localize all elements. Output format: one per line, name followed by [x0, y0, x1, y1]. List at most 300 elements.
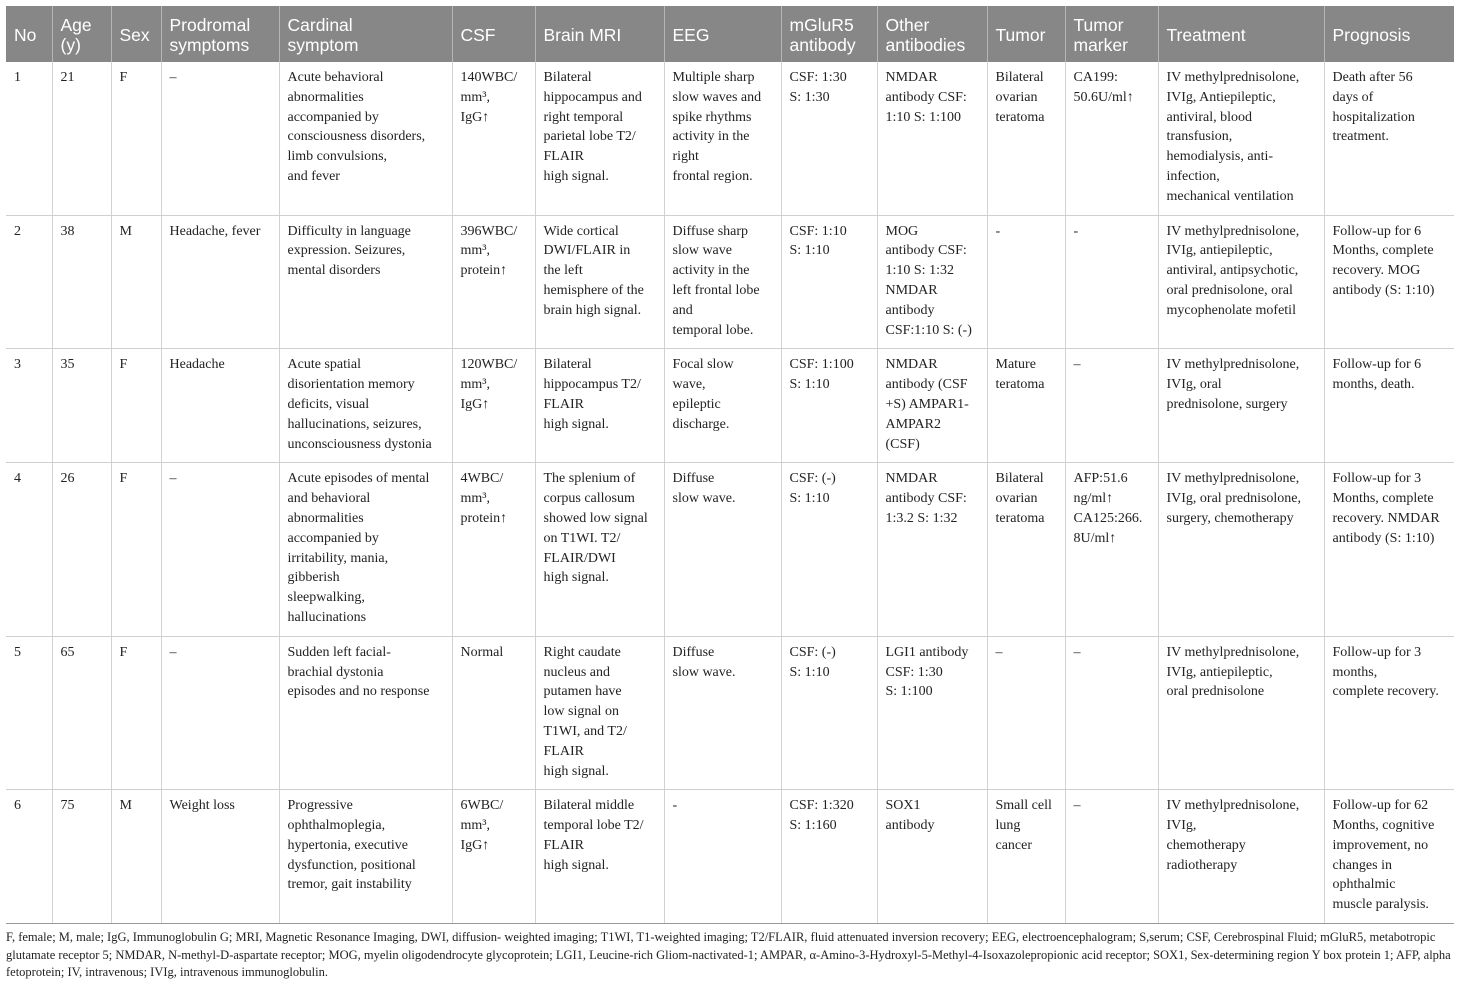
- cell-tumor-marker: [1065, 62, 1158, 215]
- cell-line: hallucinations, seizures,: [287, 416, 422, 432]
- cell-line: 4WBC/: [460, 471, 504, 487]
- cell-tumor-marker: [1065, 790, 1158, 924]
- cell-line: ng/ml↑: [1073, 491, 1114, 507]
- cell-line: oral prednisolone: [1166, 684, 1265, 700]
- cell-line: IVIg, Antiepileptic,: [1166, 89, 1276, 105]
- column-header-age: [52, 6, 111, 62]
- cell-line: low signal on: [543, 704, 619, 720]
- cell-line: Multiple sharp: [672, 70, 755, 85]
- cell-line: Months, complete: [1332, 243, 1434, 259]
- cell-csf: [452, 62, 535, 215]
- cell-no: [6, 790, 52, 924]
- case-table: [6, 6, 1454, 924]
- cell-line: Headache, fever: [169, 223, 261, 239]
- cell-line: infection,: [1166, 168, 1220, 184]
- cell-other-antibodies: [877, 463, 987, 636]
- cell-prodromal-symptoms: [161, 636, 279, 790]
- cell-tumor-marker: [1065, 215, 1158, 349]
- cell-line: 3: [14, 357, 21, 373]
- cell-line: 4: [14, 471, 21, 487]
- cell-line: oral prednisolone, oral: [1166, 282, 1293, 298]
- cell-line: IV methylprednisolone,: [1166, 798, 1300, 814]
- cell-prognosis: [1324, 349, 1454, 463]
- cell-line: 1:10 S: 1:32: [885, 263, 954, 279]
- cell-line: Focal slow: [672, 357, 734, 373]
- cell-eeg: [664, 790, 781, 924]
- cell-sex: [111, 349, 161, 463]
- cell-line: Acute episodes of mental: [287, 471, 430, 487]
- cell-brain-mri: [535, 215, 664, 349]
- cell-line: 2: [14, 223, 21, 239]
- cell-line: antibody CSF:: [885, 243, 967, 259]
- cell-line: Acute spatial: [287, 357, 361, 373]
- cell-prodromal-symptoms: [161, 215, 279, 349]
- cell-line: epileptic: [672, 396, 721, 412]
- cell-line: episodes and no response: [287, 684, 430, 700]
- cell-line: FLAIR: [543, 837, 584, 853]
- cell-line: 65: [60, 644, 75, 660]
- cell-line: Follow-up for 62: [1332, 798, 1429, 814]
- cell-line: S: 1:100: [885, 684, 933, 700]
- cell-line: symptom: [287, 35, 359, 55]
- cell-line: Months, complete: [1332, 491, 1434, 507]
- cell-tumor-marker: [1065, 636, 1158, 790]
- cell-line: chemotherapy: [1166, 837, 1246, 853]
- cell-line: antibody: [885, 818, 935, 834]
- cell-line: months,: [1332, 664, 1378, 680]
- cell-line: CSF: 1:10: [789, 223, 847, 239]
- cell-line: lung: [995, 818, 1021, 834]
- cell-line: frontal region.: [672, 168, 753, 184]
- cell-line: NMDAR: [885, 70, 938, 85]
- cell-line: sleepwalking,: [287, 590, 365, 606]
- cell-cardinal-symptom: [279, 463, 452, 636]
- cell-line: 26: [60, 471, 75, 487]
- cell-line: 38: [60, 223, 75, 239]
- column-header-treatment: [1158, 6, 1324, 62]
- cell-treatment: [1158, 463, 1324, 636]
- cell-line: right temporal: [543, 109, 624, 125]
- cell-line: Normal: [460, 644, 504, 660]
- cell-line: slow wave.: [672, 491, 736, 507]
- cell-mglur5-antibody: [781, 62, 877, 215]
- cell-line: and: [672, 302, 693, 318]
- column-header-mglur5-antibody: [781, 6, 877, 62]
- column-header-other-antibodies: [877, 6, 987, 62]
- cell-mglur5-antibody: [781, 215, 877, 349]
- cell-tumor: [987, 636, 1065, 790]
- cell-tumor: [987, 790, 1065, 924]
- cell-mglur5-antibody: [781, 636, 877, 790]
- column-header-no: [6, 6, 52, 62]
- cell-line: temporal lobe T2/: [543, 818, 644, 834]
- cell-line: antibody CSF:: [885, 89, 967, 105]
- cell-line: high signal.: [543, 857, 609, 873]
- cell-line: slow waves and: [672, 89, 762, 105]
- cell-sex: [111, 62, 161, 215]
- cell-other-antibodies: [877, 215, 987, 349]
- cell-line: IV methylprednisolone,: [1166, 357, 1300, 373]
- cell-line: dysfunction, positional: [287, 857, 416, 873]
- cell-line: SOX1: [885, 798, 921, 814]
- column-header-sex: [111, 6, 161, 62]
- cell-other-antibodies: [877, 636, 987, 790]
- cell-line: spike rhythms: [672, 109, 752, 125]
- cell-line: AFP:51.6: [1073, 471, 1128, 487]
- cell-line: 120WBC/: [460, 357, 518, 373]
- cell-other-antibodies: [877, 62, 987, 215]
- cell-line: –: [1073, 357, 1081, 373]
- cell-line: IV methylprednisolone,: [1166, 471, 1300, 487]
- cell-age: [52, 215, 111, 349]
- cell-line: ovarian: [995, 491, 1038, 507]
- cell-line: S: 1:10: [789, 377, 830, 393]
- cell-line: Cardinal: [287, 15, 353, 35]
- cell-line: brain high signal.: [543, 302, 642, 318]
- cell-line: IVIg,: [1166, 818, 1197, 834]
- cell-treatment: [1158, 349, 1324, 463]
- cell-line: Follow-up for 6: [1332, 223, 1422, 239]
- cell-line: Brain MRI: [543, 25, 622, 45]
- cell-line: 50.6U/ml↑: [1073, 89, 1134, 105]
- cell-line: ovarian: [995, 89, 1038, 105]
- cell-line: FLAIR/DWI: [543, 550, 616, 566]
- cell-line: prednisolone, surgery: [1166, 396, 1288, 412]
- cell-line: disorientation memory: [287, 377, 415, 393]
- cell-no: [6, 636, 52, 790]
- cell-line: FLAIR: [543, 743, 584, 759]
- cell-line: high signal.: [543, 570, 609, 586]
- cell-line: M: [119, 798, 132, 814]
- cell-line: 6WBC/: [460, 798, 504, 814]
- column-header-cardinal-symptom: [279, 6, 452, 62]
- cell-line: Sex: [119, 25, 150, 45]
- cell-line: IVIg, oral: [1166, 377, 1222, 393]
- cell-line: (CSF): [885, 436, 920, 452]
- cell-line: F: [119, 471, 128, 487]
- cell-no: [6, 62, 52, 215]
- cell-eeg: [664, 463, 781, 636]
- cell-cardinal-symptom: [279, 215, 452, 349]
- cell-line: left frontal lobe: [672, 282, 760, 298]
- cell-line: S: 1:10: [789, 664, 830, 680]
- cell-line: antiviral, antipsychotic,: [1166, 263, 1299, 279]
- cell-line: corpus callosum: [543, 491, 635, 507]
- cell-line: antibody: [789, 35, 856, 55]
- cell-mglur5-antibody: [781, 790, 877, 924]
- cell-line: mechanical ventilation: [1166, 188, 1294, 204]
- cell-line: IV methylprednisolone,: [1166, 223, 1300, 239]
- cell-mglur5-antibody: [781, 463, 877, 636]
- cell-line: high signal.: [543, 416, 609, 432]
- cell-line: Tumor: [1073, 15, 1124, 35]
- cell-line: Weight loss: [169, 798, 235, 814]
- cell-line: Right caudate: [543, 644, 621, 660]
- cell-line: Tumor: [995, 25, 1046, 45]
- table-row: [6, 62, 1454, 215]
- cell-line: showed low signal: [543, 510, 648, 526]
- cell-treatment: [1158, 62, 1324, 215]
- cell-line: CA125:266.: [1073, 510, 1143, 526]
- cell-line: S: 1:10: [789, 491, 830, 507]
- cell-tumor: [987, 349, 1065, 463]
- cell-sex: [111, 636, 161, 790]
- cell-line: hippocampus T2/: [543, 377, 641, 393]
- cell-line: Mature: [995, 357, 1036, 373]
- table-row: [6, 636, 1454, 790]
- cell-other-antibodies: [877, 349, 987, 463]
- cell-line: Death after 56: [1332, 70, 1413, 85]
- cell-line: –: [169, 644, 177, 660]
- cell-prognosis: [1324, 463, 1454, 636]
- cell-line: slow wave.: [672, 664, 736, 680]
- table-container: [6, 6, 1454, 982]
- cell-age: [52, 349, 111, 463]
- cell-line: antiviral, blood: [1166, 109, 1253, 125]
- cell-line: Months, cognitive: [1332, 818, 1435, 834]
- cell-line: IVIg, antiepileptic,: [1166, 243, 1273, 259]
- cell-line: AMPAR2: [885, 416, 942, 432]
- cell-prodromal-symptoms: [161, 62, 279, 215]
- cell-line: mm³,: [460, 818, 490, 834]
- cell-line: F: [119, 644, 128, 660]
- cell-line: CSF: 1:100: [789, 357, 854, 373]
- cell-sex: [111, 463, 161, 636]
- cell-prodromal-symptoms: [161, 790, 279, 924]
- cell-line: ophthalmic: [1332, 877, 1396, 893]
- cell-eeg: [664, 215, 781, 349]
- cell-line: IVIg, oral prednisolone,: [1166, 491, 1302, 507]
- cell-line: 1: [14, 70, 21, 85]
- cell-line: –: [1073, 798, 1081, 814]
- cell-sex: [111, 790, 161, 924]
- cell-line: Bilateral middle: [543, 798, 635, 814]
- cell-prodromal-symptoms: [161, 463, 279, 636]
- cell-eeg: [664, 636, 781, 790]
- cell-line: complete recovery.: [1332, 684, 1439, 700]
- column-header-tumor-marker: [1065, 6, 1158, 62]
- cell-line: brachial dystonia: [287, 664, 384, 680]
- cell-line: Headache: [169, 357, 225, 373]
- table-row: [6, 215, 1454, 349]
- cell-line: –: [169, 471, 177, 487]
- cell-line: Bilateral: [995, 70, 1044, 85]
- cell-prognosis: [1324, 790, 1454, 924]
- cell-prognosis: [1324, 215, 1454, 349]
- cell-line: Bilateral: [543, 357, 592, 373]
- cell-line: F: [119, 70, 128, 85]
- cell-cardinal-symptom: [279, 636, 452, 790]
- cell-line: CSF: 1:320: [789, 798, 854, 814]
- column-header-eeg: [664, 6, 781, 62]
- cell-line: limb convulsions,: [287, 149, 388, 165]
- cell-line: NMDAR: [885, 357, 938, 373]
- cell-line: mycophenolate mofetil: [1166, 302, 1296, 318]
- cell-line: abnormalities: [287, 510, 364, 526]
- cell-line: 6: [14, 798, 21, 814]
- cell-no: [6, 215, 52, 349]
- table-row: [6, 349, 1454, 463]
- cell-line: NMDAR: [885, 471, 938, 487]
- cell-line: EEG: [672, 25, 710, 45]
- cell-line: IgG↑: [460, 396, 490, 412]
- cell-line: Difficulty in language: [287, 223, 411, 239]
- cell-brain-mri: [535, 636, 664, 790]
- cell-line: consciousness disorders,: [287, 129, 426, 145]
- cell-line: Prognosis: [1332, 25, 1411, 45]
- cell-line: FLAIR: [543, 396, 584, 412]
- cell-line: improvement, no: [1332, 837, 1429, 853]
- cell-line: 140WBC/: [460, 70, 518, 85]
- cell-line: high signal.: [543, 763, 609, 779]
- cell-line: -: [672, 798, 678, 814]
- cell-line: protein↑: [460, 510, 508, 526]
- cell-line: Wide cortical: [543, 223, 619, 239]
- cell-line: irritability, mania,: [287, 550, 389, 566]
- cell-line: hypertonia, executive: [287, 837, 409, 853]
- cell-age: [52, 463, 111, 636]
- cell-no: [6, 349, 52, 463]
- cell-line: CSF: 1:30: [885, 664, 943, 680]
- cell-brain-mri: [535, 62, 664, 215]
- cell-line: mm³,: [460, 89, 490, 105]
- cell-line: ophthalmoplegia,: [287, 818, 386, 834]
- column-header-prodromal-symptoms: [161, 6, 279, 62]
- cell-line: days of: [1332, 89, 1374, 105]
- cell-line: 75: [60, 798, 75, 814]
- cell-line: teratoma: [995, 377, 1045, 393]
- cell-line: antibody (S: 1:10): [1332, 530, 1435, 546]
- cell-line: –: [995, 644, 1003, 660]
- cell-line: NMDAR: [885, 282, 938, 298]
- cell-line: FLAIR: [543, 149, 584, 165]
- cell-line: abnormalities: [287, 89, 364, 105]
- cell-line: 35: [60, 357, 75, 373]
- cell-line: CSF: 1:30: [789, 70, 847, 85]
- cell-line: antibody (S: 1:10): [1332, 282, 1435, 298]
- cell-line: unconsciousness dystonia: [287, 436, 432, 452]
- cell-tumor: [987, 62, 1065, 215]
- cell-line: The splenium of: [543, 471, 636, 487]
- cell-tumor: [987, 215, 1065, 349]
- cell-line: F: [119, 357, 128, 373]
- cell-tumor-marker: [1065, 463, 1158, 636]
- cell-line: putamen have: [543, 684, 622, 700]
- cell-line: wave,: [672, 377, 706, 393]
- cell-line: IV methylprednisolone,: [1166, 70, 1300, 85]
- cell-line: 5: [14, 644, 21, 660]
- cell-line: antibody: [885, 302, 935, 318]
- cell-csf: [452, 215, 535, 349]
- cell-line: marker: [1073, 35, 1128, 55]
- cell-line: temporal lobe.: [672, 322, 754, 338]
- cell-line: accompanied by: [287, 530, 379, 546]
- cell-line: -: [1073, 223, 1079, 239]
- cell-line: Diffuse: [672, 471, 715, 487]
- cell-line: Age: [60, 15, 92, 35]
- cell-line: S: 1:10: [789, 243, 830, 259]
- cell-line: on T1WI. T2/: [543, 530, 621, 546]
- cell-line: –: [1073, 644, 1081, 660]
- cell-line: T1WI, and T2/: [543, 723, 627, 739]
- cell-age: [52, 636, 111, 790]
- cell-line: antibodies: [885, 35, 966, 55]
- cell-mglur5-antibody: [781, 349, 877, 463]
- cell-line: CSF:1:10 S: (-): [885, 322, 972, 338]
- cell-line: Other: [885, 15, 930, 35]
- cell-line: teratoma: [995, 109, 1045, 125]
- cell-prognosis: [1324, 636, 1454, 790]
- cell-line: and fever: [287, 168, 340, 184]
- header-row: [6, 6, 1454, 62]
- cell-line: LGI1 antibody: [885, 644, 969, 660]
- cell-line: mental disorders: [287, 263, 381, 279]
- cell-line: activity in the: [672, 129, 750, 145]
- cell-line: gibberish: [287, 570, 340, 586]
- table-body: [6, 62, 1454, 924]
- cell-eeg: [664, 62, 781, 215]
- cell-line: CSF: (-): [789, 471, 836, 487]
- cell-line: changes in: [1332, 857, 1392, 873]
- cell-brain-mri: [535, 790, 664, 924]
- cell-line: 8U/ml↑: [1073, 530, 1117, 546]
- cell-line: teratoma: [995, 510, 1045, 526]
- cell-line: muscle paralysis.: [1332, 897, 1429, 913]
- cell-line: surgery, chemotherapy: [1166, 510, 1294, 526]
- cell-line: Follow-up for 3: [1332, 644, 1422, 660]
- cell-treatment: [1158, 790, 1324, 924]
- cell-eeg: [664, 349, 781, 463]
- cell-line: right: [672, 149, 699, 165]
- cell-line: antibody (CSF: [885, 377, 968, 393]
- cell-line: (y): [60, 35, 81, 55]
- cell-csf: [452, 463, 535, 636]
- cell-line: CA199:: [1073, 70, 1118, 85]
- cell-line: mm³,: [460, 491, 490, 507]
- cell-line: Bilateral: [995, 471, 1044, 487]
- cell-csf: [452, 636, 535, 790]
- cell-line: 1:3.2 S: 1:32: [885, 510, 958, 526]
- cell-cardinal-symptom: [279, 349, 452, 463]
- cell-line: Small cell: [995, 798, 1052, 814]
- cell-line: recovery. NMDAR: [1332, 510, 1440, 526]
- column-header-brain-mri: [535, 6, 664, 62]
- cell-line: S: 1:160: [789, 818, 837, 834]
- cell-line: IV methylprednisolone,: [1166, 644, 1300, 660]
- cell-line: hemodialysis, anti-: [1166, 149, 1274, 165]
- cell-line: DWI/FLAIR in: [543, 243, 631, 259]
- cell-line: protein↑: [460, 263, 508, 279]
- cell-line: mm³,: [460, 377, 490, 393]
- cell-age: [52, 62, 111, 215]
- cell-line: accompanied by: [287, 109, 379, 125]
- cell-line: hospitalization: [1332, 109, 1415, 125]
- cell-line: +S) AMPAR1-: [885, 396, 969, 412]
- cell-line: –: [169, 70, 177, 85]
- cell-line: Bilateral: [543, 70, 592, 85]
- cell-line: radiotherapy: [1166, 857, 1238, 873]
- cell-tumor: [987, 463, 1065, 636]
- cell-line: and behavioral: [287, 491, 371, 507]
- cell-line: slow wave: [672, 243, 732, 259]
- cell-line: nucleus and: [543, 664, 610, 680]
- cell-line: Diffuse sharp: [672, 223, 749, 239]
- cell-line: tremor, gait instability: [287, 877, 412, 893]
- cell-line: Prodromal: [169, 15, 251, 35]
- cell-line: high signal.: [543, 168, 609, 184]
- cell-csf: [452, 349, 535, 463]
- cell-prodromal-symptoms: [161, 349, 279, 463]
